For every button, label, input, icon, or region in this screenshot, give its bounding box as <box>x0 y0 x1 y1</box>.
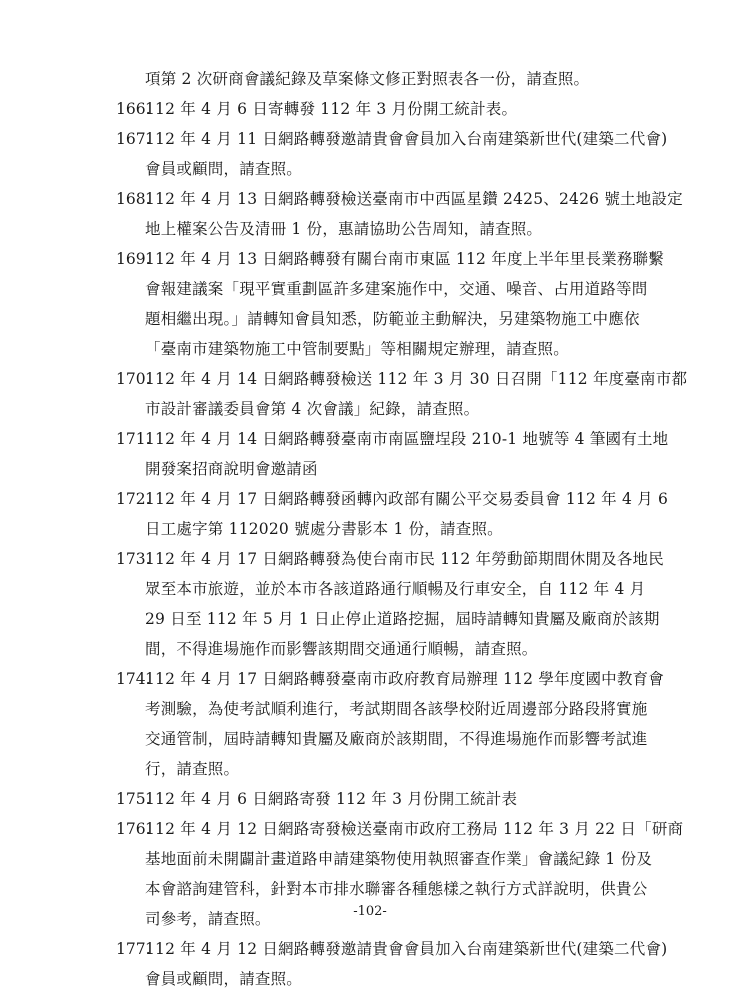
item-text-line: 司參考，請查照。 <box>145 910 271 928</box>
item-text-line: 交通管制，屆時請轉知貴屬及廠商於該期間，不得進場施作而影響考試進 <box>145 730 648 748</box>
item-number: 172. <box>116 490 151 508</box>
item-text-line: 112 年 4 月 11 日網路轉發邀請貴會會員加入台南建築新世代(建築二代會) <box>145 130 668 148</box>
item-text-line: 題相繼出現。」請轉知會員知悉，防範並主動解決，另建築物施工中應依 <box>145 310 640 328</box>
item-text-line: 開發案招商說明會邀請函 <box>145 460 318 478</box>
item-text-line: 112 年 4 月 12 日網路轉發邀請貴會會員加入台南建築新世代(建築二代會) <box>145 940 668 958</box>
item-text-line: 29 日至 112 年 5 月 1 日止停止道路挖掘，屆時請轉知貴屬及廠商於該期 <box>145 610 660 628</box>
meeting-record-list <box>116 64 688 994</box>
item-text-line: 112 年 4 月 6 日寄轉發 112 年 3 月份開工統計表。 <box>145 100 518 118</box>
item-text-line: 行，請查照。 <box>145 760 240 778</box>
item-text-line: 基地面前未開闢計畫道路申請建築物使用執照審查作業」會議紀錄 1 份及 <box>145 850 653 868</box>
item-number: 169. <box>116 250 151 268</box>
item-text-line: 日工處字第 112020 號處分書影本 1 份，請查照。 <box>145 520 503 538</box>
item-text <box>145 784 656 814</box>
item-text <box>145 184 683 244</box>
item-text-line: 112 年 4 月 17 日網路轉發為使台南市民 112 年勞動節期間休閒及各地民 <box>145 550 664 568</box>
item-text <box>145 94 656 124</box>
item-text-line: 112 年 4 月 14 日網路轉發臺南市南區鹽埕段 210-1 地號等 4 筆國有土地 <box>145 430 669 448</box>
list-item <box>116 244 664 364</box>
item-number: 175. <box>116 790 151 808</box>
list-item <box>116 94 656 124</box>
item-number: 167. <box>116 130 151 148</box>
item-number: 173. <box>116 550 151 568</box>
item-text <box>145 424 668 484</box>
entries-container <box>116 94 688 994</box>
item-text <box>145 124 667 184</box>
list-item <box>116 184 683 244</box>
item-text-line: 眾至本市旅遊，並於本市各該道路通行順暢及行車安全，自 112 年 4 月 <box>145 580 646 598</box>
item-text <box>145 544 664 664</box>
item-text-line: 會員或顧問，請查照。 <box>145 970 303 988</box>
item-number: 166. <box>116 100 151 118</box>
continuation-line: 項第 2 次研商會議紀錄及草案條文修正對照表各一份，請查照。 <box>145 70 590 88</box>
item-text-line: 會報建議案「現平實重劃區許多建案施作中，交通、噪音、占用道路等問 <box>145 280 648 298</box>
list-item <box>116 664 664 784</box>
list-item <box>116 484 669 544</box>
item-number: 168. <box>116 190 151 208</box>
item-text <box>145 484 668 544</box>
item-number: 171. <box>116 430 151 448</box>
item-text-line: 112 年 4 月 14 日網路轉發檢送 112 年 3 月 30 日召開「112 年度臺南市都 <box>145 370 688 388</box>
item-text-line: 112 年 4 月 13 日網路轉發有關台南市東區 112 年度上半年里長業務聯繫 <box>145 250 664 268</box>
item-text-line: 本會諮詢建管科，針對本市排水聯審各種態樣之執行方式詳說明，供貴公 <box>145 880 648 898</box>
item-number: 170. <box>116 370 151 388</box>
item-text-line: 會員或顧問，請查照。 <box>145 160 303 178</box>
item-text <box>145 364 687 424</box>
list-item <box>116 784 656 814</box>
item-text-line: 112 年 4 月 17 日網路轉發臺南市政府教育局辦理 112 學年度國中教育會 <box>145 670 664 688</box>
item-text-line: 112 年 4 月 12 日網路寄發檢送臺南市政府工務局 112 年 3 月 22 日「研商 <box>145 820 684 838</box>
list-item <box>116 124 668 184</box>
item-text <box>145 664 664 784</box>
item-text-line: 112 年 4 月 13 日網路轉發檢送臺南市中西區星鑽 2425、2426 號土地設定 <box>145 190 683 208</box>
item-number: 177. <box>116 940 151 958</box>
item-text-line: 考測驗，為使考試順利進行，考試期間各該學校附近周邊部分路段將實施 <box>145 700 648 718</box>
list-item <box>116 364 688 424</box>
item-text <box>145 244 664 364</box>
item-text-line: 間，不得進場施作而影響該期間交通通行順暢，請查照。 <box>145 640 538 658</box>
list-item <box>116 544 664 664</box>
list-item <box>116 934 668 994</box>
item-text-line: 「臺南市建築物施工中管制要點」等相關規定辦理，請查照。 <box>145 340 569 358</box>
item-text <box>145 934 667 994</box>
list-item <box>116 424 669 484</box>
item-text-line: 市設計審議委員會第 4 次會議」紀錄，請查照。 <box>145 400 480 418</box>
item-number: 174. <box>116 670 151 688</box>
page-number: -102- <box>353 904 387 919</box>
item-text-line: 112 年 4 月 17 日網路轉發函轉內政部有關公平交易委員會 112 年 4 月 6 <box>145 490 669 508</box>
item-text-line: 地上權案公告及清冊 1 份，惠請協助公告周知，請查照。 <box>145 220 543 238</box>
item-number: 176. <box>116 820 151 838</box>
item-text-line: 112 年 4 月 6 日網路寄發 112 年 3 月份開工統計表 <box>145 790 518 808</box>
